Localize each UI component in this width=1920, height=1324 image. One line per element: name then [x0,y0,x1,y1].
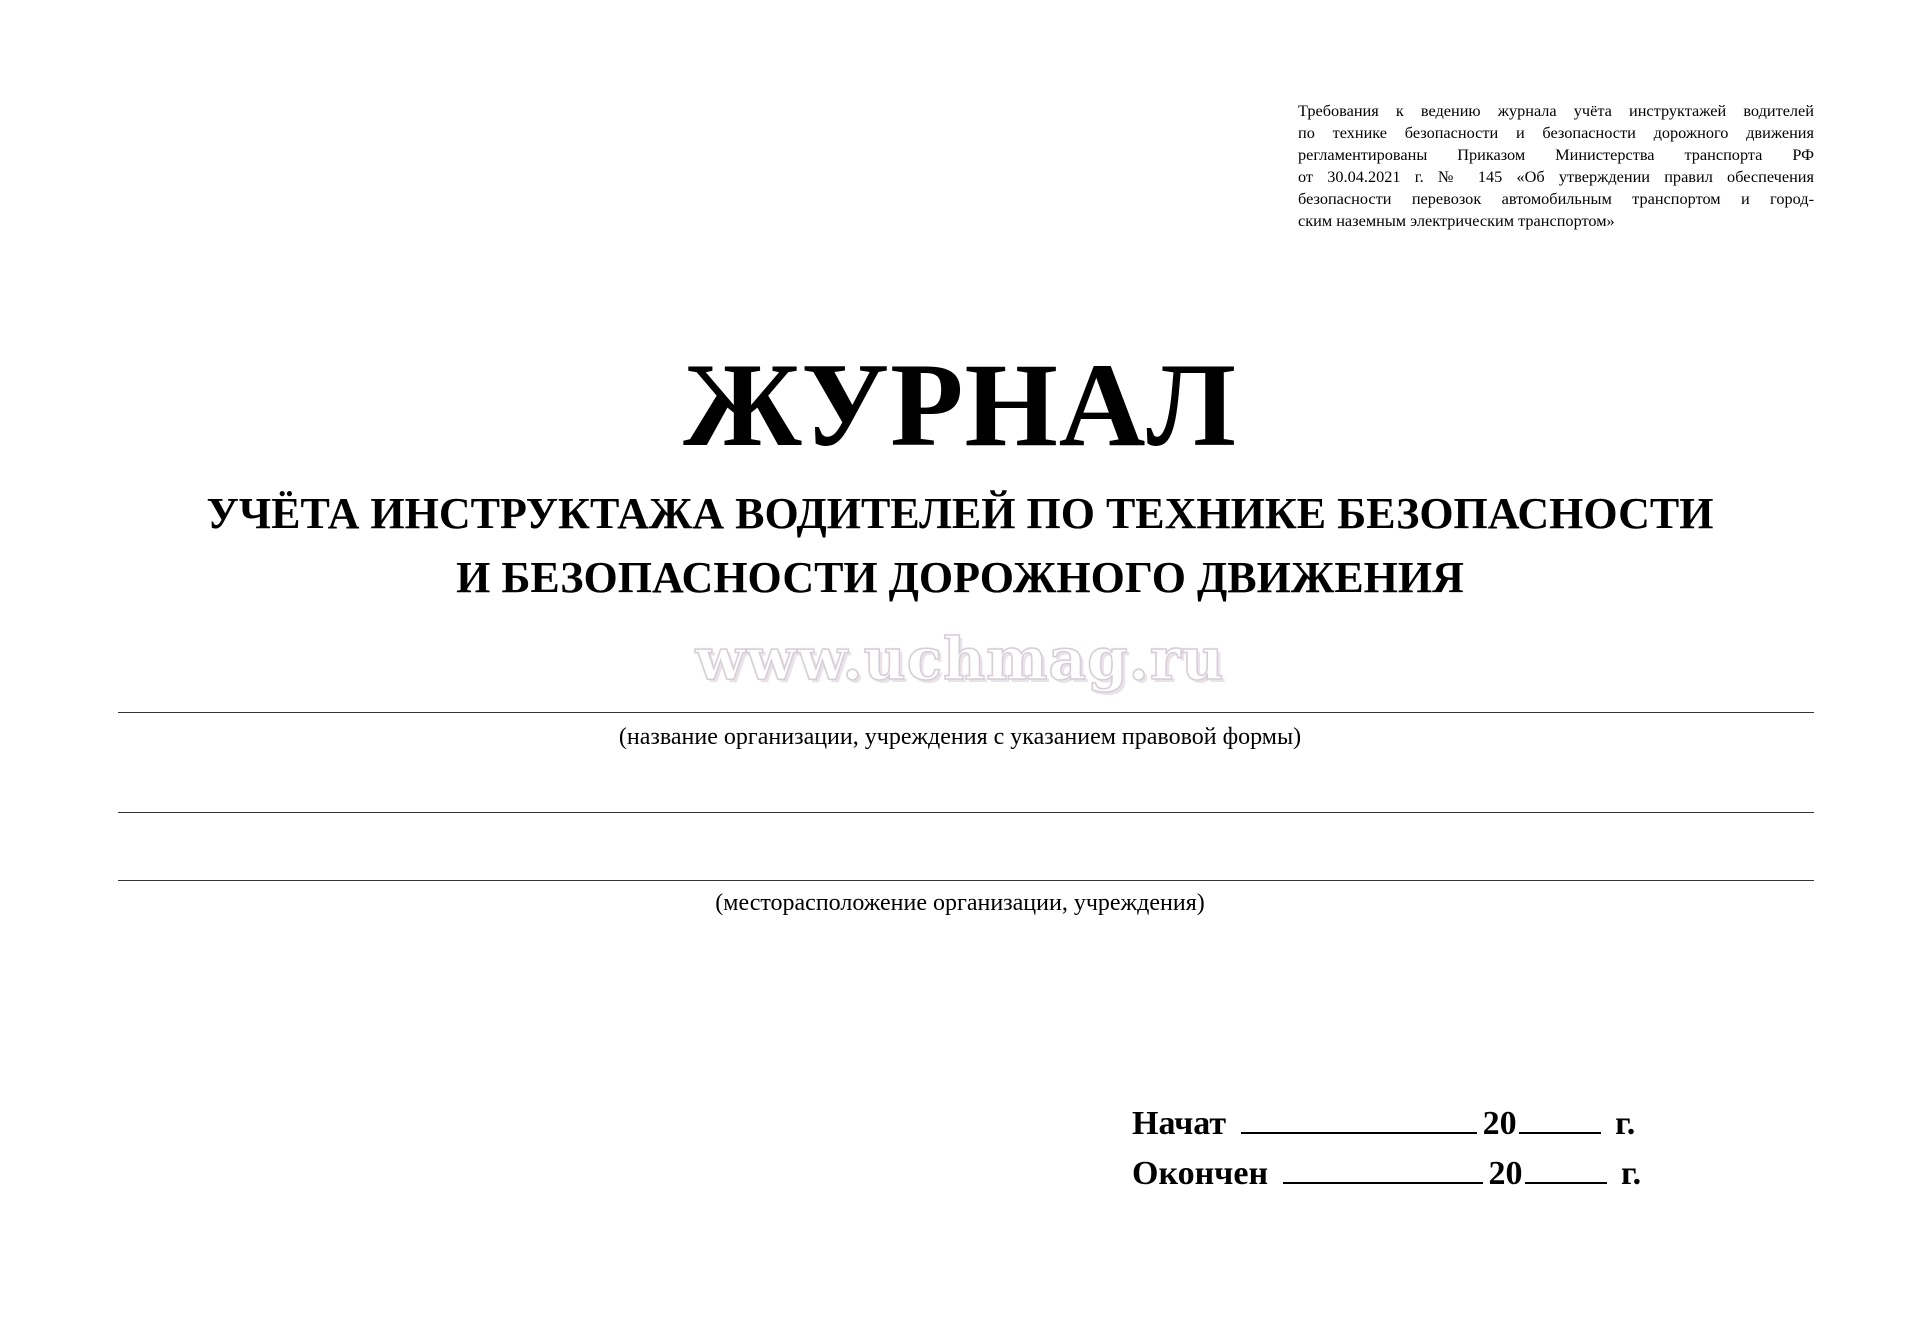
subtitle-line-1: УЧЁТА ИНСТРУКТАЖА ВОДИТЕЛЕЙ ПО ТЕХНИКЕ БЕЗОПАСНОСТИ [206,489,1714,538]
finished-label: Окончен [1132,1155,1269,1192]
notice-line: Требования к ведению журнала учёта инструктажей водителей [1298,101,1814,120]
finished-year-blank [1525,1146,1607,1184]
started-date-blank [1241,1096,1477,1134]
organization-name-line-2 [118,812,1814,813]
finished-date-blank [1283,1146,1483,1184]
finished-year-prefix: 20 [1488,1155,1523,1192]
notice-line: ским наземным электрическим транспортом» [1298,211,1615,230]
organization-name-line [118,712,1814,713]
started-year-blank [1519,1096,1601,1134]
started-year-suffix: г. [1615,1105,1636,1142]
subtitle-line-2: И БЕЗОПАСНОСТИ ДОРОЖНОГО ДВИЖЕНИЯ [456,553,1464,602]
watermark: www.uchmag.ru [695,625,1225,693]
notice-line: по технике безопасности и безопасности дорожного движения [1298,123,1814,142]
started-label: Начат [1132,1105,1227,1142]
journal-title: ЖУРНАЛ [683,338,1237,471]
journal-dates [1132,1096,1641,1196]
regulation-notice [1298,100,1814,232]
notice-line: безопасности перевозок автомобильным транспортом и город- [1298,189,1814,208]
notice-line: регламентированы Приказом Министерства транспорта РФ [1298,145,1814,164]
started-year-prefix: 20 [1482,1105,1517,1142]
started-row [1132,1096,1641,1146]
finished-year-suffix: г. [1621,1155,1642,1192]
organization-location-caption: (месторасположение организации, учреждения) [715,890,1205,916]
journal-subtitle [0,482,1920,610]
organization-location-line [118,880,1814,881]
notice-line: от 30.04.2021 г. № 145 «Об утверждении правил обеспечения [1298,167,1814,186]
finished-row [1132,1146,1641,1196]
organization-name-caption: (название организации, учреждения с указанием правовой формы) [618,724,1302,750]
